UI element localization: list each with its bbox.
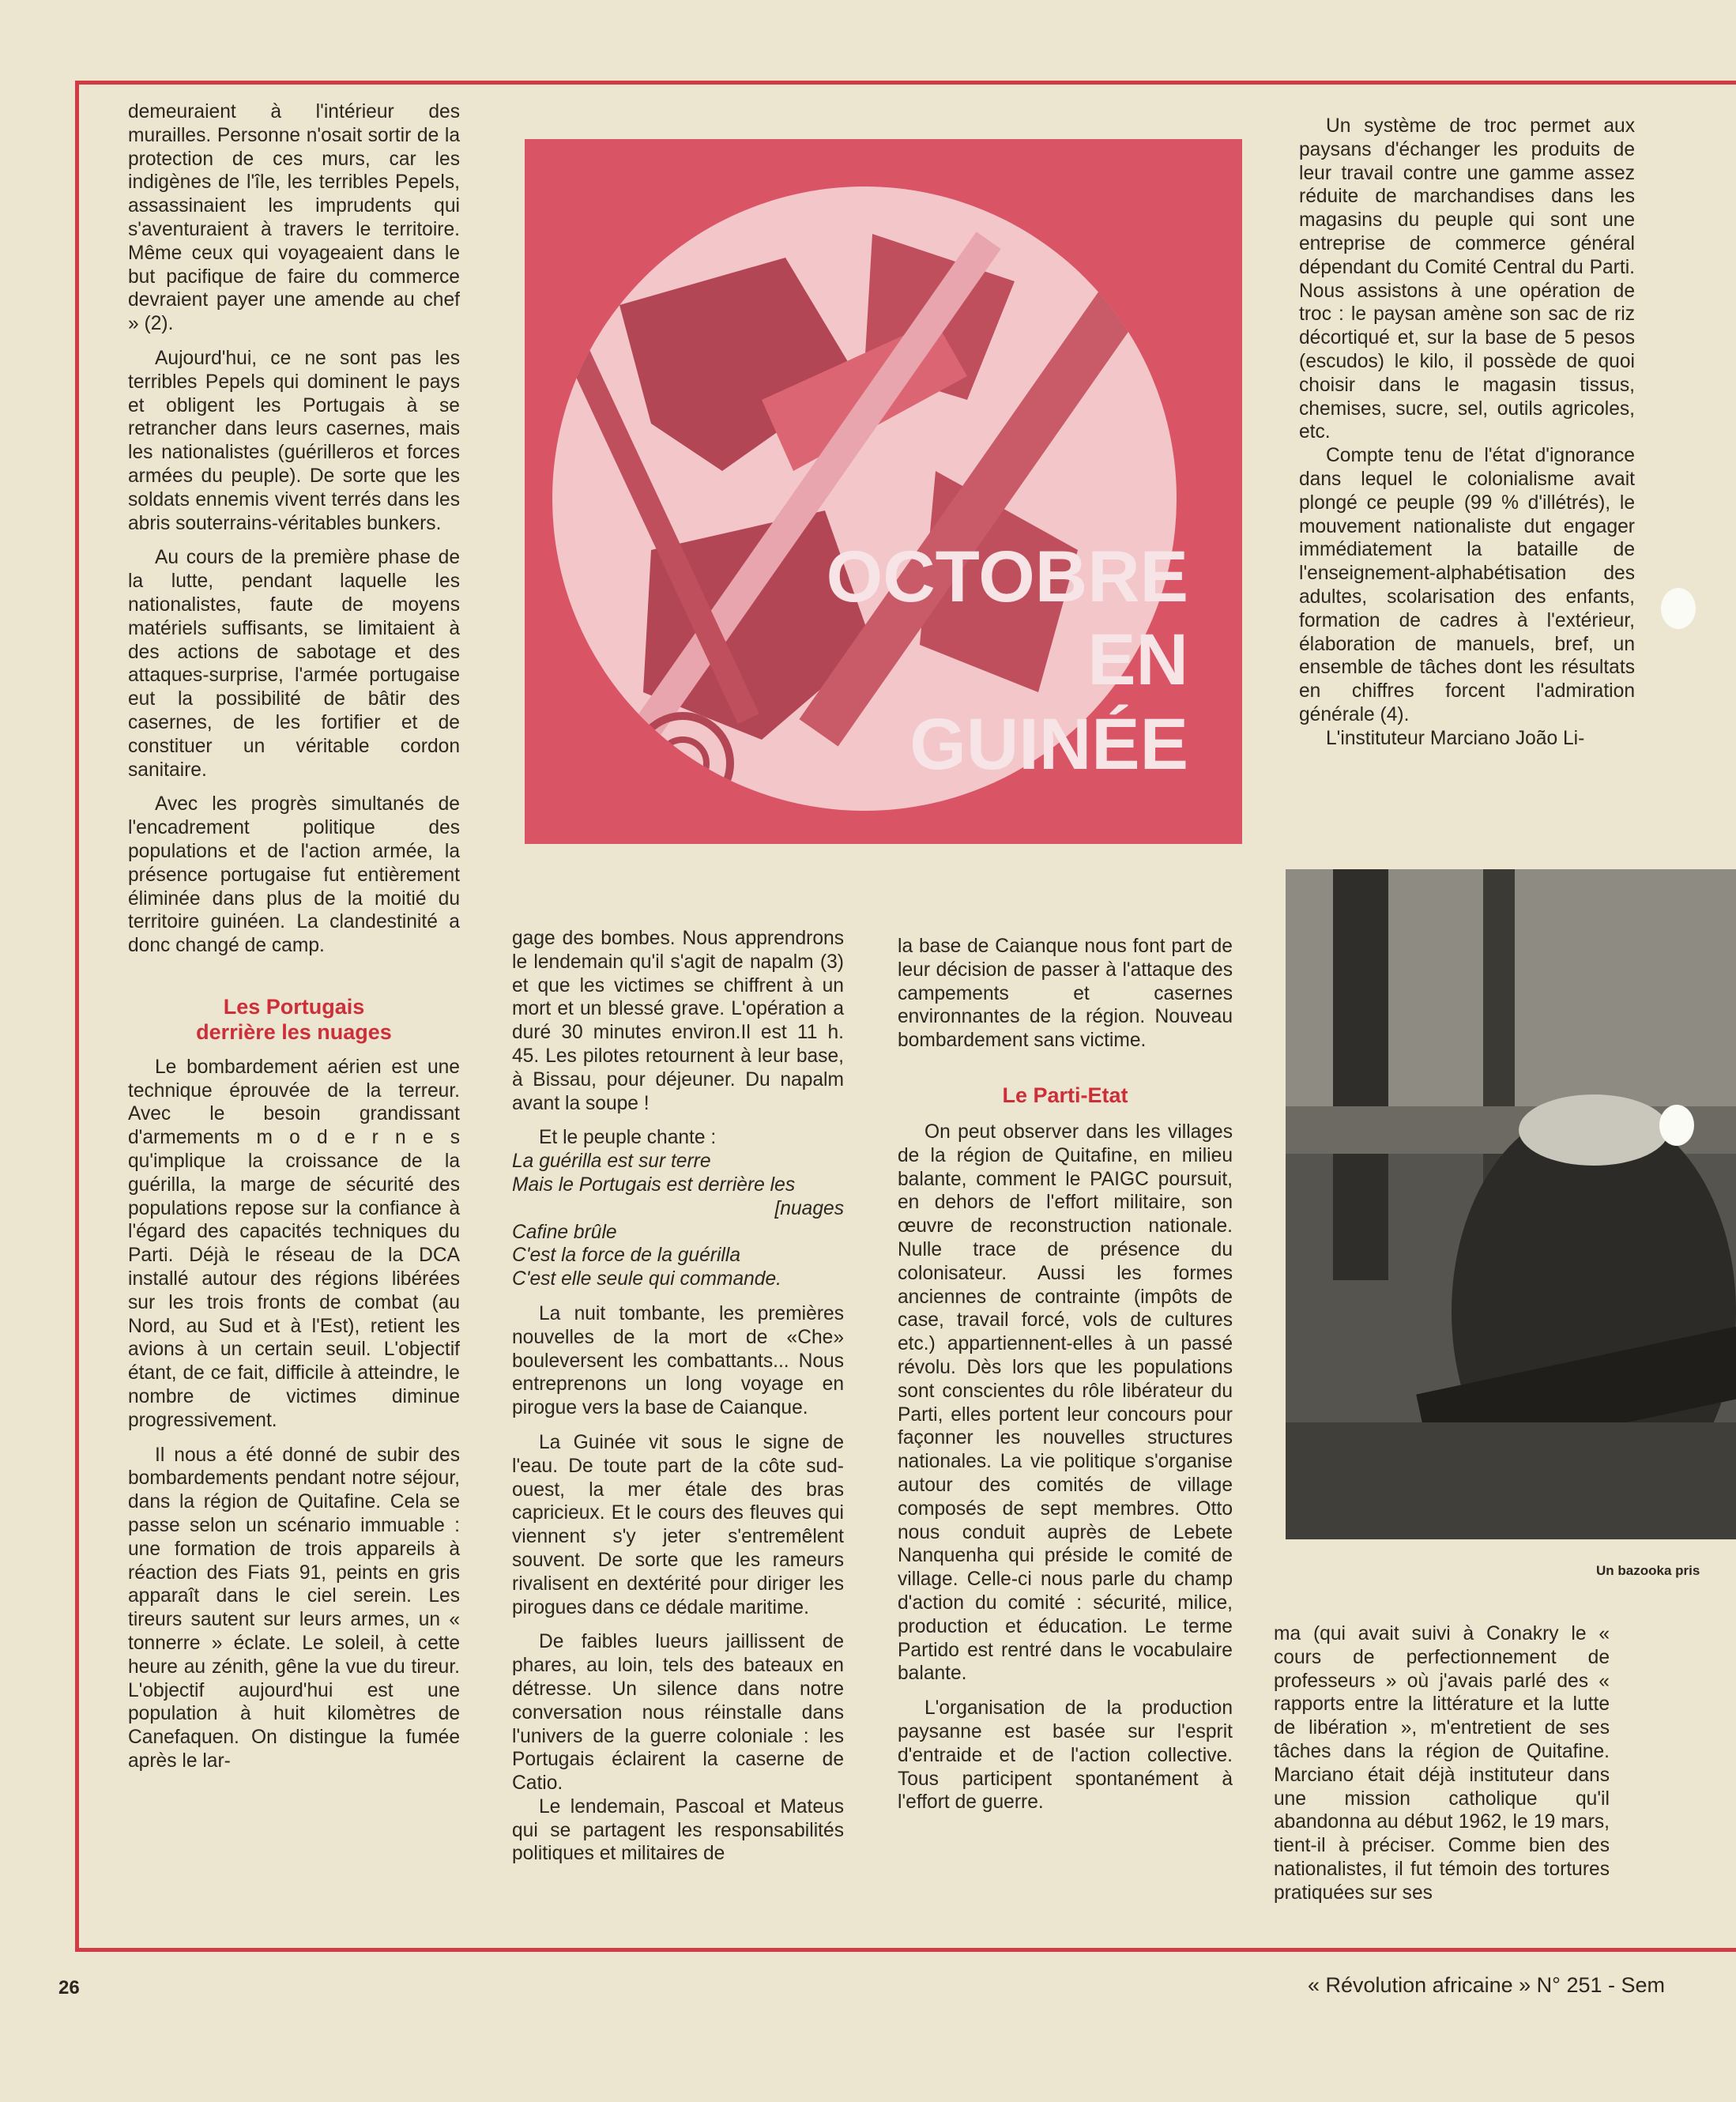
footer-publication: « Révolution africaine » N° 251 - Sem bbox=[1308, 1973, 1666, 1997]
paragraph: gage des bombes. Nous apprendrons le lendemain qu'il s'agit de napalm (3) et que les victimes se chiffrent à un mort et un blessé grave. L'opération a duré 30 minutes environ.Il est 11 h. 45. Les pilotes retournent à leur base, à Bissau, pour déjeuner. Du napalm avant la soupe ! bbox=[512, 928, 844, 1114]
paragraph: Le lendemain, Pascoal et Mateus qui se partagent les responsabilités politiques et militaires de bbox=[512, 1795, 844, 1865]
paragraph: La nuit tombante, les premières nouvelles de la mort de «Che» bouleversent les combattants... Nous entreprenons un long voyage en pirogue vers la base de Caianque. bbox=[512, 1302, 844, 1419]
article-column-2 bbox=[512, 927, 844, 1866]
paragraph: L'instituteur Marciano João Li- bbox=[1326, 727, 1585, 749]
paragraph: Et le peuple chante : bbox=[539, 1127, 717, 1149]
section-heading-portugais: Les Portugais bbox=[223, 994, 365, 1019]
paragraph: Un système de troc permet aux paysans d'échanger les produits de leur travail contre une gamme assez réduite de marchandises dans les magasins du peuple qui sont une entreprise de commerce général dépendant du Comité Central du Parti. Nous assistons à une opération de troc : le paysan amène son sac de riz décortiqué et, sur la base de 5 pesos (escudos) le kilo, il possède de quoi choisir dans le magasin tissus, chemises, sucre, sel, outils agricoles, etc. bbox=[1299, 115, 1635, 443]
paragraph: Au cours de la première phase de la lutte, pendant laquelle les nationalistes, faute de moyens matériels suffisants, se limitaient à des actions de sabotage et des attaques-surprise, l'armée portugaise eut la possibilité de bâtir des casernes, de les fortifier et de constituer un véritable cordon sanitaire. bbox=[128, 547, 460, 781]
article-column-5 bbox=[1274, 1622, 1610, 1905]
paragraph: On peut observer dans les villages de la région de Quitafine, en milieu balante, comment le PAIGC poursuit, en dehors de l'effort militaire, son œuvre de reconstruction nationale. Nulle trace de présence du colonisateur. Aussi les formes anciennes de contrainte (impôts de case, travail forcé, vols de cultures etc.) appartiennent-elles à un passé révolu. Dès lors que les populations sont conscientes du rôle libérateur du Parti, elles portent leur concours pour façonner les nouvelles structures nationales. La vie politique s'organise autour des comités de village composés de sept membres. Otto nous conduit auprès de Lebete Nanquenha qui préside le comité de village. Celle-ci nous parle du champ d'action du comité : sécurité, milice, production et éducation. Le terme Partido est rentré dans le vocabulaire balante. bbox=[898, 1121, 1233, 1685]
article-column-4 bbox=[1299, 115, 1635, 751]
paragraph: demeuraient à l'intérieur des murailles. Personne n'osait sortir de la protection de ces murs, car les indigènes de l'île, les terribles Pepels, assassinaient les imprudents qui s'aventuraient à travers le territoire. Même ceux qui voyageaient dans le but pacifique de faire du commerce devraient payer une amende au chef » (2). bbox=[128, 101, 460, 335]
paragraph: Compte tenu de l'état d'ignorance dans lequel le colonialisme avait plongé ce peuple (99 % d'illétrés), le mouvement nationaliste dut engager immédiatement la bataille de l'enseignement-alphabétisation des adultes, scolarisation des enfants, formation de cadres à l'extérieur, élaboration de manuels, bref, un ensemble de tâches dont les résultats en chiffres forcent l'admiration générale (4). bbox=[1299, 445, 1635, 725]
song-line: Mais le Portugais est derrière les bbox=[512, 1173, 796, 1196]
article-column-1 bbox=[128, 100, 460, 1773]
section-heading-nuages: derrière les nuages bbox=[196, 1019, 392, 1044]
paragraph: ma (qui avait suivi à Conakry le « cours de perfectionnement de professeurs » où j'avais parlé des « rapports entre la littérature et la lutte de libération », m'entretient de ses tâches dans la région de Quitafine. Marciano était déjà instituteur dans une mission catholique qu'il abandonna au début 1962, le 19 mars, tient-il à préciser. Comme bien des nationalistes, il fut témoin des tortures pratiquées sur ses bbox=[1274, 1623, 1610, 1904]
red-frame-bottom bbox=[75, 1948, 1736, 1952]
song-line: La guérilla est sur terre bbox=[512, 1151, 711, 1173]
punch-hole bbox=[1659, 1105, 1694, 1146]
punch-hole bbox=[1661, 588, 1696, 629]
section-heading-parti-etat: Le Parti-Etat bbox=[1002, 1083, 1128, 1107]
poster-title-line1: OCTOBRE bbox=[826, 537, 1188, 617]
page-number: 26 bbox=[58, 1977, 80, 1998]
poster-title-line2: EN bbox=[1087, 620, 1188, 700]
article-column-3 bbox=[898, 935, 1233, 1814]
photo-caption: Un bazooka pris bbox=[1596, 1563, 1700, 1578]
red-frame-left bbox=[75, 81, 79, 1952]
bazooka-photo bbox=[1286, 869, 1736, 1539]
song-line: C'est elle seule qui commande. bbox=[512, 1268, 781, 1290]
song-line: C'est la force de la guérilla bbox=[512, 1245, 741, 1267]
octobre-en-guinee-poster bbox=[525, 139, 1242, 844]
paragraph: la base de Caianque nous font part de leur décision de passer à l'attaque des campements et casernes environnantes de la région. Nouveau bombardement sans victime. bbox=[898, 936, 1233, 1052]
paragraph: Il nous a été donné de subir des bombardements pendant notre séjour, dans la région de Quitafine. Cela se passe selon un scénario immuable : une formation de trois appareils à réaction des Fiats 91, peints en gris apparaît dans le ciel serein. Les tireurs sautent sur leurs armes, un « tonnerre » éclate. Le soleil, à cette heure au zénith, gêne la vue du tireur. L'objectif aujourd'hui est une population à huit kilomètres de Canefaquen. On distingue la fumée après le lar- bbox=[128, 1444, 460, 1772]
paragraph: Avec les progrès simultanés de l'encadrement politique des populations et de l'action armée, la présence portugaise fut entièrement éliminée dans plus de la moitié du territoire guinéen. La clandestinité a donc changé de camp. bbox=[128, 793, 460, 957]
paragraph: La Guinée vit sous le signe de l'eau. De toute part de la côte sud-ouest, la mer étale des bras capricieux. Et le cours des fleuves qui viennent s'y jeter s'entremêlent souvent. De sorte que les rameurs rivalisent en dextérité pour diriger les pirogues dans ce dédale maritime. bbox=[512, 1431, 844, 1618]
paragraph: L'organisation de la production paysanne est basée sur l'esprit d'entraide et de l'action collective. Tous participent spontanément à l'effort de guerre. bbox=[898, 1697, 1233, 1814]
paragraph: De faibles lueurs jaillissent de phares, au loin, tels des bateaux en détresse. Un silence dans notre conversation nous réinstalle dans l'univers de la guerre coloniale : les Portugais éclairent la caserne de Catio. bbox=[512, 1631, 844, 1795]
paragraph: Aujourd'hui, ce ne sont pas les terribles Pepels qui dominent le pays et obligent les Portugais à se retrancher dans leurs casernes, mais les nationalistes (guérilleros et forces armées du peuple). De sorte que les soldats ennemis vivent terrés dans les abris souterrains-véritables bunkers. bbox=[128, 347, 460, 534]
red-frame-top bbox=[75, 81, 1736, 85]
paragraph: Le bombardement aérien est une technique éprouvée de la terreur. Avec le besoin grandissant d'armements m o d e r n e s qu'implique la croissance de la guérilla, la marge de sécurité des populations repose sur la confiance à l'égard des capacités techniques du Parti. Déjà le réseau de la DCA installé autour des régions libérées sur les trois fronts de combat (au Nord, au Sud et à l'Est), retient les avions à un certain seuil. L'objectif étant, de ce fait, difficile à atteindre, le nombre de victimes diminue progressivement. bbox=[128, 1056, 460, 1431]
song-line: Cafine brûle bbox=[512, 1221, 617, 1243]
poster-title-line3: GUINÉE bbox=[909, 704, 1188, 785]
song-line: [nuages bbox=[774, 1197, 844, 1219]
